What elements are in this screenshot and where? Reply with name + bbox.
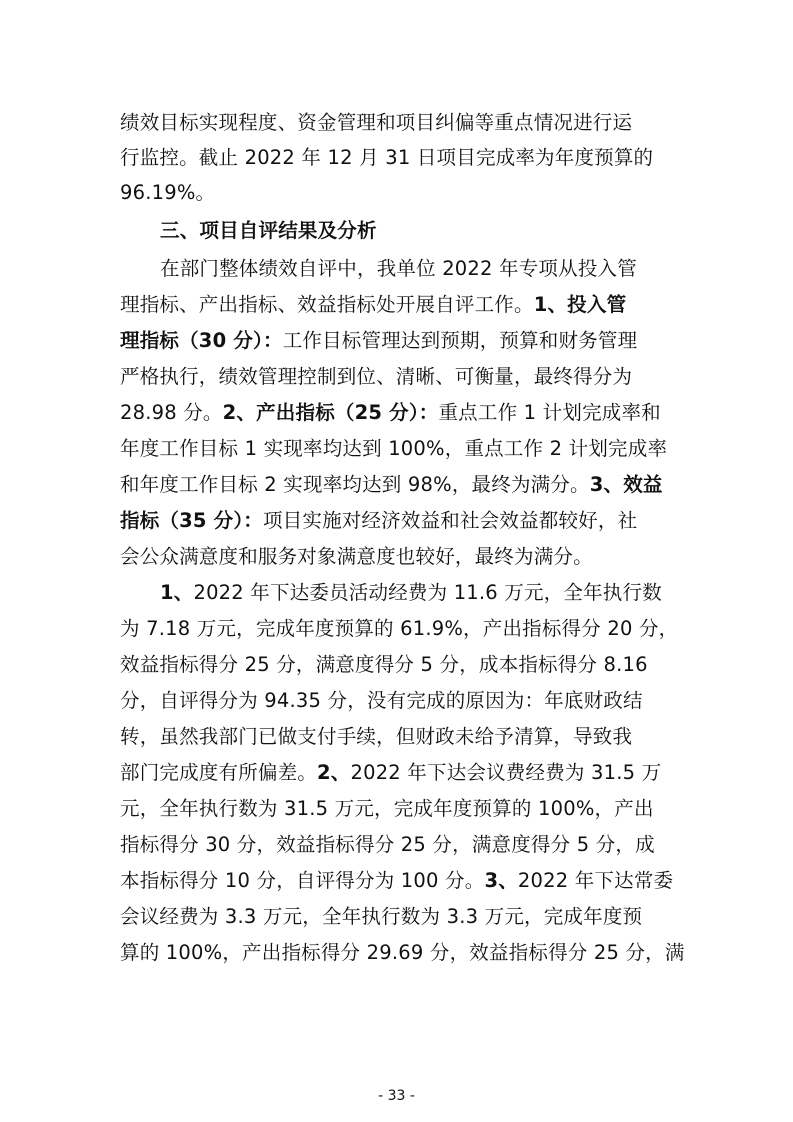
text-segment: 分，自评得分为 94.35 分，没有完成的原因为：年底财政结	[120, 689, 643, 712]
section-heading	[0, 213, 793, 249]
body-text-line	[0, 431, 793, 467]
bold-text-segment: 3、效益	[589, 473, 663, 496]
body-text-line	[0, 105, 793, 141]
text-segment: 本指标得分 10 分，自评得分为 100 分。	[120, 869, 485, 892]
body-text-line	[0, 140, 793, 176]
bold-text-segment: 3、	[484, 869, 518, 892]
body-text-line	[0, 863, 793, 899]
body-text-line	[0, 175, 793, 211]
text-segment: 指标得分 30 分，效益指标得分 25 分，满意度得分 5 分，成	[120, 833, 655, 856]
text-segment: 在部门整体绩效自评中，我单位 2022 年专项从投入管	[160, 257, 637, 280]
body-text-line	[0, 359, 793, 395]
body-text-line	[0, 719, 793, 755]
text-segment: 28.98 分。	[120, 401, 223, 424]
body-text-line	[0, 467, 793, 503]
bold-text-segment: 2、产出指标（25 分）：	[222, 401, 439, 424]
body-text-line	[0, 935, 793, 971]
body-text-line	[0, 647, 793, 683]
text-segment: 会公众满意度和服务对象满意度也较好，最终为满分。	[120, 545, 593, 568]
body-text-line	[0, 899, 793, 935]
text-segment: 转，虽然我部门已做支付手续，但财政未给予清算，导致我	[120, 725, 633, 748]
text-segment: 2022 年下达会议费经费为 31.5 万	[350, 761, 662, 784]
text-segment: 和年度工作目标 2 实现率均达到 98%，最终为满分。	[120, 473, 590, 496]
text-segment: 部门完成度有所偏差。	[120, 761, 318, 784]
text-segment: 96.19%。	[120, 181, 216, 204]
text-segment: 元，全年执行数为 31.5 万元，完成年度预算的 100%，产出	[120, 797, 654, 820]
text-segment: 效益指标得分 25 分，满意度得分 5 分，成本指标得分 8.16	[120, 653, 648, 676]
text-segment: 为 7.18 万元，完成年度预算的 61.9%，产出指标得分 20 分，	[120, 617, 679, 640]
body-text-line	[0, 611, 793, 647]
text-segment: 会议经费为 3.3 万元，全年执行数为 3.3 万元，完成年度预	[120, 905, 643, 928]
body-text-line	[0, 539, 793, 575]
text-segment: 理指标、产出指标、效益指标处开展自评工作。	[120, 293, 534, 316]
bold-text-segment: 2、	[317, 761, 351, 784]
bold-text-segment: 理指标（30 分）：	[120, 329, 283, 352]
text-segment: 严格执行，绩效管理控制到位、清晰、可衡量，最终得分为	[120, 365, 633, 388]
body-text-line	[0, 251, 793, 287]
body-text-line	[0, 683, 793, 719]
bold-text-segment: 指标（35 分）：	[120, 509, 263, 532]
body-text-line	[0, 503, 793, 539]
body-text-line	[0, 287, 793, 323]
page-number: - 33 -	[378, 1088, 415, 1104]
body-text-line	[0, 755, 793, 791]
body-text-line	[0, 791, 793, 827]
text-segment: 年度工作目标 1 实现率均达到 100%，重点工作 2 计划完成率	[120, 437, 668, 460]
text-segment: 重点工作 1 计划完成率和	[438, 401, 661, 424]
text-segment: 项目实施对经济效益和社会效益都较好，社	[262, 509, 638, 532]
body-text-line	[0, 395, 793, 431]
text-segment: 算的 100%，产出指标得分 29.69 分，效益指标得分 25 分，满	[120, 941, 685, 964]
bold-text-segment: 1、投入管	[533, 293, 627, 316]
body-text-line	[0, 827, 793, 863]
text-segment: 绩效目标实现程度、资金管理和项目纠偏等重点情况进行运	[120, 111, 633, 134]
text-segment: 工作目标管理达到预期，预算和财务管理	[282, 329, 638, 352]
text-segment: 行监控。截止 2022 年 12 月 31 日项目完成率为年度预算的	[120, 146, 654, 169]
text-segment: 2022 年下达常委	[517, 869, 674, 892]
bold-text-segment: 1、	[160, 581, 194, 604]
body-text-line	[0, 323, 793, 359]
body-text-line	[0, 575, 793, 611]
text-segment: 2022 年下达委员活动经费为 11.6 万元，全年执行数	[193, 581, 662, 604]
section-heading-text: 三、项目自评结果及分析	[160, 219, 377, 242]
